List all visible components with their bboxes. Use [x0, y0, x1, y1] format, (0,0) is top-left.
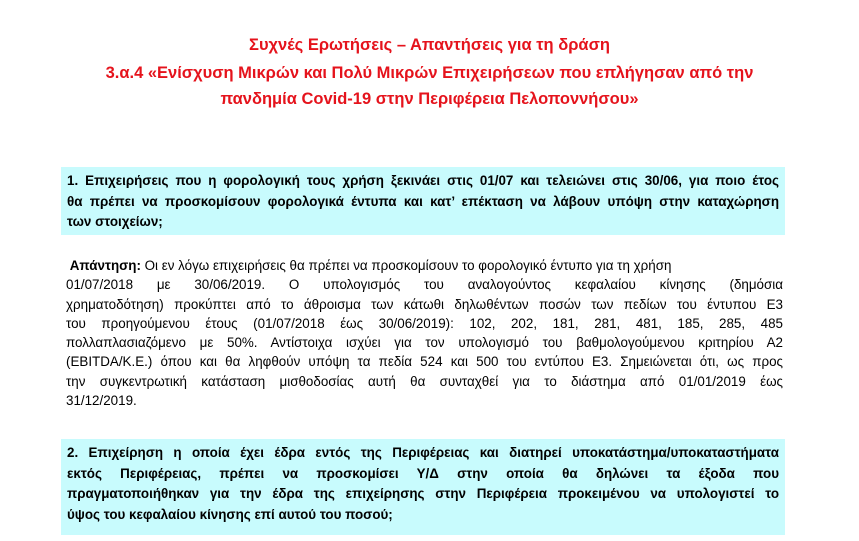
question-2-box — [61, 439, 785, 535]
document-title: Συχνές Ερωτήσεις – Απαντήσεις για τη δράση — [249, 36, 610, 54]
answer-line: 01/07/2018 με 30/06/2019. Ο υπολογισμός του αναλογούντος κεφαλαίου κίνησης (δημόσια — [66, 277, 783, 293]
document-subtitle-line-1: 3.α.4 «Ενίσχυση Μικρών και Πολύ Μικρών Επιχειρήσεων που επλήγησαν από την — [105, 64, 754, 82]
question-2-line: ύψος του κεφαλαίου κίνησης επί αυτού του ποσού; — [67, 506, 393, 522]
answer-1 — [66, 256, 783, 410]
question-1-line: 1. Επιχειρήσεις που η φορολογική τους χρήση ξεκινάει στις 01/07 και τελειώνει στις 30/06, για ποιο έτος — [67, 173, 779, 188]
question-2-line: εκτός Περιφέρειας, πρέπει να προσκομίσει Υ/Δ στην οποία θα δηλώνει τα έξοδα που — [67, 465, 779, 481]
question-2-line: πραγματοποιήθηκαν για την έδρα της επιχείρησης στην Περιφέρεια προκειμένου να υπολογιστεί το — [67, 486, 779, 501]
document-subtitle-line-2: πανδημία Covid-19 στην Περιφέρεια Πελοποννήσου» — [220, 90, 639, 108]
question-1-line: θα πρέπει να προσκομίσουν φορολογικά έντυπα και κατ’ επέκταση να λάβουν υπόψη στην καταχώρηση — [67, 193, 779, 209]
answer-line: (EBITDA/Κ.Ε.) όπου και θα ληφθούν υπόψη τα πεδία 524 και 500 του εντύπου Ε3. Σημειώνεται ότι, ως προς — [66, 354, 783, 370]
question-2-line: 2. Επιχείρηση η οποία έχει έδρα εντός της Περιφέρειας και διατηρεί υποκατάστημα/υποκαταστήματα — [67, 445, 779, 460]
answer-first-line-text: Οι εν λόγω επιχειρήσεις θα πρέπει να προσκομίσουν το φορολογικό έντυπο για τη χρήση — [140, 258, 672, 273]
answer-line: του προηγούμενου έτους (01/07/2018 έως 30/06/2019): 102, 202, 181, 281, 481, 185, 285, 485 — [66, 315, 783, 331]
answer-line: 31/12/2019. — [66, 393, 137, 409]
answer-line: την συγκεντρωτική κατάσταση μισθοδοσίας αυτή θα συνταχθεί για το διάστημα από 01/01/2019 έως — [66, 373, 783, 389]
answer-line: πολλαπλασιαζόμενο με 50%. Αντίστοιχα ισχύει για τον υπολογισμό του βαθμολογούμενου κριτηρίου Α2 — [66, 335, 783, 351]
question-1-line: των στοιχείων; — [67, 214, 163, 229]
question-1-box — [61, 167, 785, 235]
answer-line: χρηματοδότηση) προκύπτει από το άθροισμα των κάτωθι δηλωθέντων ποσών των πεδίων του έντυπου Ε3 — [66, 296, 783, 312]
answer-line — [66, 256, 783, 275]
answer-label: Απάντηση: — [69, 258, 141, 273]
